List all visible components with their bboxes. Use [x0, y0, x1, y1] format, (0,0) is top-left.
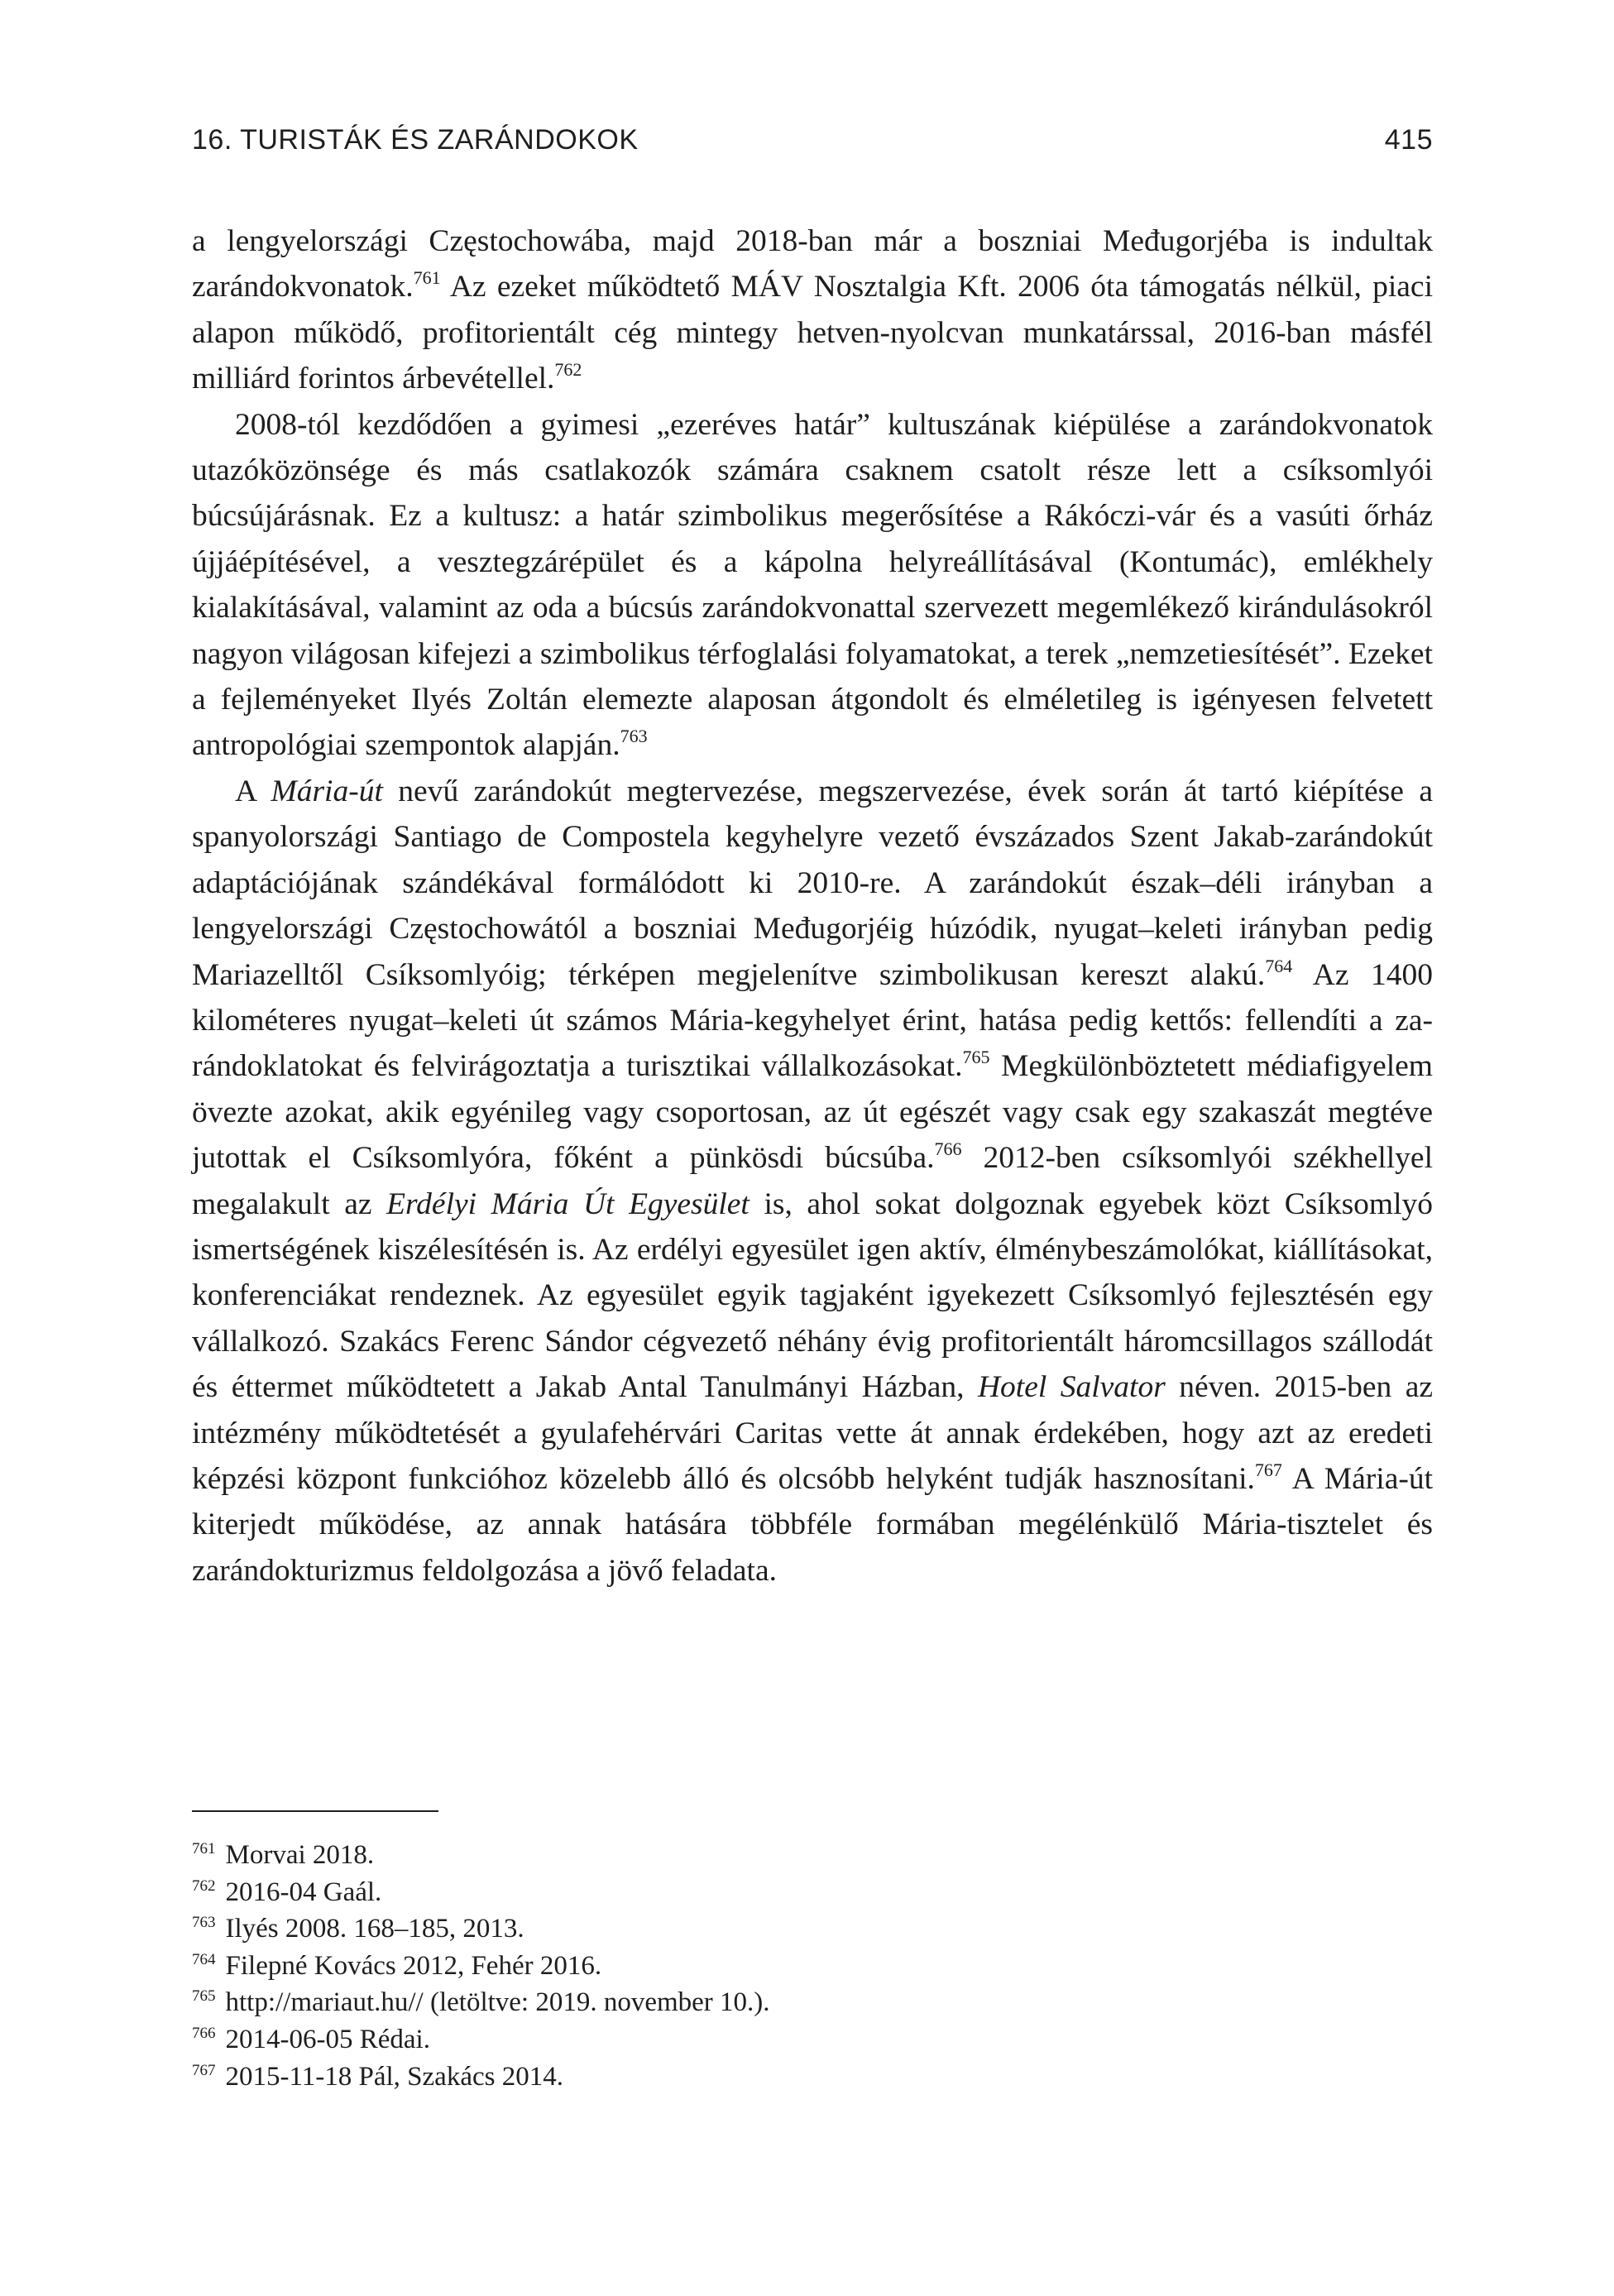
footnote-number: 767 [192, 2061, 216, 2079]
footnote [192, 1910, 1433, 1948]
running-head [192, 124, 1433, 165]
footnote-text: http://mariaut.hu// (letöltve: 2019. november 10.). [225, 1987, 770, 2018]
footnote [192, 1984, 1433, 2021]
paragraph [192, 769, 1433, 1594]
text-segment: Az 1400 kilométeres nyugat–keleti út számos Mária-kegyhelyet érint, hatása pedig kettős: fellendíti a zarándoklatokat és felvirágoztatja a turisztikai vállalkozásokat. [192, 957, 1433, 1084]
text-segment: nevű zarándokút megtervezése, megszervezése, évek során át tartó kiépítése a spanyolországi Santiago de Compostela kegyhelyre vezető évszázados Szent Jakab-zarándokút adaptációjának szándékával formálódott ki 2010-re. A zarándokút észak–déli irányban a lengyelországi Częstochowától a boszniai Međugorjéig húzódik, nyugat–keleti irányban pedig Mariazelltől Csíksomlyóig; térképen megjelenítve szimbolikusan kereszt alakú. [192, 774, 1433, 992]
footnote [192, 2059, 1433, 2096]
footnote-number: 761 [192, 1840, 216, 1857]
text-segment: is, ahol sokat dolgoznak egyebek közt Csíksomlyó ismertségének kiszélesítésén is. Az erdélyi egyesület igen aktív, élménybeszámolókat, kiállításokat, konferenciákat rendeznek. Az egyesület egyik tagjaként igyekezett Csíksomlyó fejlesztésén egy vállalkozó. Szakács Ferenc Sándor cégvezető néhány évig profitorientált háromcsillagos szállodát és éttermet működtetett a Jakab Antal Tanulmányi Házban, [192, 1186, 1433, 1405]
paragraph [192, 402, 1433, 769]
footnote-number: 764 [192, 1950, 216, 1968]
footnote-text: Ilyés 2008. 168–185, 2013. [225, 1914, 524, 1944]
text-segment: A Mária-út kiterjedt működése, az annak hatására többféle formában megélénkülő Mária-tisztelet és zarándokturizmus feldolgozása a jövő feladata. [192, 1461, 1433, 1588]
main-text [192, 218, 1433, 1594]
text-segment: a lengyelországi Częstochowába, majd 2018-ban már a boszniai Međugorjéba is indultak zarándokvonatok. [192, 224, 1433, 304]
text-segment: Megkülönböztetett médiafigyelem övezte azokat, akik egyénileg vagy csoportosan, az út egészét vagy csak egy szakaszát megtéve jutottak el Csíksomlyóra, főként a pünkösdi búcsúba. [192, 1049, 1433, 1176]
italic-text: Erdélyi Mária Út Egyesület [386, 1186, 750, 1221]
footnote-separator [192, 1810, 438, 1812]
paragraph [192, 218, 1433, 402]
footnote-number: 762 [192, 1877, 216, 1895]
footnote [192, 1837, 1433, 1874]
footnote-reference: 767 [1254, 1459, 1282, 1480]
text-segment: Az ezeket működtető MÁV Nosztalgia Kft. 2006 óta támogatás nélkül, piaci alapon működő, profitorientált cég mintegy hetven-nyolcvan munkatárssal, 2016-ban másfél milliárd forintos árbevétellel. [192, 270, 1433, 396]
footnote-number: 765 [192, 1987, 216, 2006]
footnote [192, 1874, 1433, 1911]
footnote-reference: 766 [934, 1138, 962, 1160]
italic-text: Mária-út [271, 774, 383, 808]
footnotes [192, 1837, 1433, 2095]
footnote-reference: 763 [620, 726, 648, 747]
footnote-text: Morvai 2018. [225, 1840, 375, 1870]
footnote-number: 766 [192, 2024, 216, 2042]
footnote [192, 1948, 1433, 1985]
text-segment: 2008-tól kezdődően a gyimesi „ezeréves határ” kultuszának kiépülése a zarándokvonatok utazóközönsége és más csatlakozók számára csaknem csatolt része lett a csíksomlyói búcsújárásnak. Ez a kultusz: a határ szimbolikus megerősítése a Rákóczi-vár és a vasúti őrház újjáépítésével, a vesztegzárépület és a kápolna helyreállításával (Kontumác), emlékhely kialakításával, valamint az oda a búcsús zarándokvonattal szervezett megemlékező kirándulásokról nagyon világosan kifejezi a szimbolikus térfoglalási folyamatokat, a terek „nemzetiesítését”. Ezeket a fejleményeket Ilyés Zoltán elemezte alaposan átgondolt és elméletileg is igényesen felvetett antropológiai szempontok alapján. [192, 407, 1433, 763]
text-segment: A [235, 774, 271, 808]
footnote-text: 2014-06-05 Rédai. [225, 2024, 430, 2054]
footnote [192, 2021, 1433, 2059]
footnote-reference: 762 [554, 359, 582, 381]
footnote-reference: 761 [413, 267, 441, 289]
footnote-reference: 764 [1265, 955, 1293, 976]
chapter-title: 16. TURISTÁK ÉS ZARÁNDOKOK [192, 124, 639, 156]
footnote-text: 2015-11-18 Pál, Szakács 2014. [225, 2061, 563, 2092]
page-number: 415 [1384, 124, 1433, 156]
footnote-text: Filepné Kovács 2012, Fehér 2016. [225, 1950, 602, 1981]
footnote-number: 763 [192, 1914, 216, 1932]
text-segment: 2012-ben csíksomlyói székhellyel megalakult az [192, 1141, 1433, 1221]
text-segment: néven. 2015-ben az intézmény működtetését a gyulafehérvári Caritas vette át annak érdekében, hogy azt az eredeti képzési központ funkcióhoz közelebb álló és olcsóbb helyként tudják hasznosítani. [192, 1370, 1434, 1496]
footnote-text: 2016-04 Gaál. [225, 1877, 382, 1907]
italic-text: Hotel Salvator [977, 1370, 1166, 1405]
footnote-reference: 765 [962, 1047, 990, 1068]
